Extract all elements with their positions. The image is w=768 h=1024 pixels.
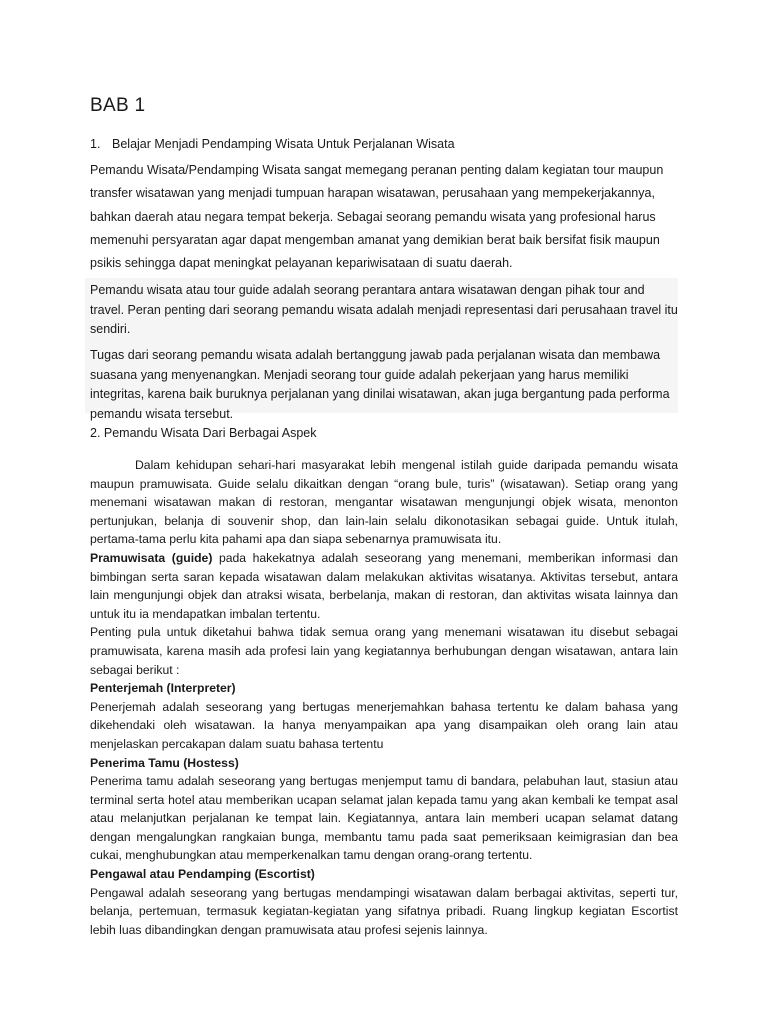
role-text-hostess: Penerima tamu adalah seseorang yang bertugas menjemput tamu di bandara, pelabuhan laut, stasiun atau terminal serta hotel atau memberikan ucapan selamat jalan kepada tamu yang akan kembali ke tempat asal atau melanjutkan perjalanan ke tempat lain. Kegiatannya, antara lain memberi ucapan selamat datang dengan mengalungkan rangkaian bunga, membantu tamu pada saat pemeriksaan keimigrasian dan bea cukai, menghubungkan atau memperkenalkan tamu dengan orang-orang tertentu. [90, 774, 678, 863]
section-2-body [90, 456, 678, 939]
paragraph-other-professions: Penting pula untuk diketahui bahwa tidak semua orang yang menemani wisatawan itu disebut sebagai pramuwisata, karena masih ada profesi lain yang kegiatannya berhubungan dengan wisatawan, antara lain sebagai berikut : [90, 625, 678, 677]
section-1-title: Belajar Menjadi Pendamping Wisata Untuk Perjalanan Wisata [112, 137, 455, 151]
chapter-heading: BAB 1 [90, 95, 146, 116]
term-pramuwisata: Pramuwisata (guide) [90, 550, 213, 565]
paragraph-intro: Pemandu Wisata/Pendamping Wisata sangat memegang peranan penting dalam kegiatan tour maupun transfer wisatawan yang menjadi tumpuan harapan wisatawan, perusahaan yang mempekerjakannya, bahkan daerah atau negara tempat bekerja. Sebagai seorang pemandu wisata yang profesional harus memenuhi persyaratan agar dapat mengemban amanat yang demikian berat baik bersifat fisik maupun psikis sehingga dapat meningkat pelayanan kepariwisataan di suatu daerah. [90, 163, 664, 271]
paragraph-guide-perception: Dalam kehidupan sehari-hari masyarakat lebih mengenal istilah guide daripada pemandu wisata maupun pramuwisata. Guide selalu dikaitkan dengan “orang bule, turis” (wisatawan). Setiap orang yang menemani wisatawan makan di restoran, mengantar wisatawan mengunjungi objek wisata, menonton pertunjukan, belanja di souvenir shop, dan lain-lain selalu dikonotasikan sebagai guide. Untuk itulah, pertama-tama perlu kita pahami apa dan siapa sebenarnya pramuwisata itu. [90, 458, 678, 547]
role-text-escortist: Pengawal adalah seseorang yang bertugas mendampingi wisatawan dalam berbagai aktivitas, seperti tur, belanja, pertemuan, termasuk kegiatan-kegiatan yang sifatnya pribadi. Ruang lingkup kegiatan Escortist lebih luas dibandingkan dengan pramuwisata atau profesi sejenis lainnya. [90, 885, 678, 937]
role-text-interpreter: Penerjemah adalah seseorang yang bertugas menerjemahkan bahasa tertentu ke dalam bahasa yang dikehendaki oleh wisatawan. Ia hanya menyampaikan apa yang disampaikan oleh orang lain atau menjelaskan percakapan dalam suatu bahasa tertentu [90, 699, 678, 751]
pramuwisata-definition-text: pada hakekatnya adalah seseorang yang menemani, memberikan informasi dan bimbingan serta saran kepada wisatawan dalam melakukan aktivitas wisatanya. Aktivitas tersebut, antara lain mengunjungi objek dan atraksi wisata, berbelanja, makan di restoran, dan aktivitas wisata lainnya dan untuk itu ia mendapatkan imbalan tertentu. [90, 550, 678, 621]
paragraph-tour-guide-definition: Pemandu wisata atau tour guide adalah seorang perantara antara wisatawan dengan pihak tour and travel. Peran penting dari seorang pemandu wisata adalah menjadi representasi dari perusahaan travel itu sendiri. [90, 283, 678, 336]
role-title-interpreter: Penterjemah (Interpreter) [90, 681, 236, 696]
section-1-number: 1. [90, 137, 101, 151]
paragraph-tour-guide-duties: Tugas dari seorang pemandu wisata adalah bertanggung jawab pada perjalanan wisata dan membawa suasana yang menyenangkan. Menjadi seorang tour guide adalah pekerjaan yang harus memiliki integritas, karena baik buruknya perjalanan yang dinilai wisatawan, akan juga bergantung pada performa pemandu wisata tersebut. [90, 348, 670, 421]
role-title-hostess: Penerima Tamu (Hostess) [90, 755, 239, 770]
section-2-heading: 2. Pemandu Wisata Dari Berbagai Aspek [90, 426, 317, 440]
section-1-heading [90, 137, 455, 151]
role-title-escortist: Pengawal atau Pendamping (Escortist) [90, 867, 315, 882]
paragraph-pramuwisata-definition [90, 549, 678, 623]
